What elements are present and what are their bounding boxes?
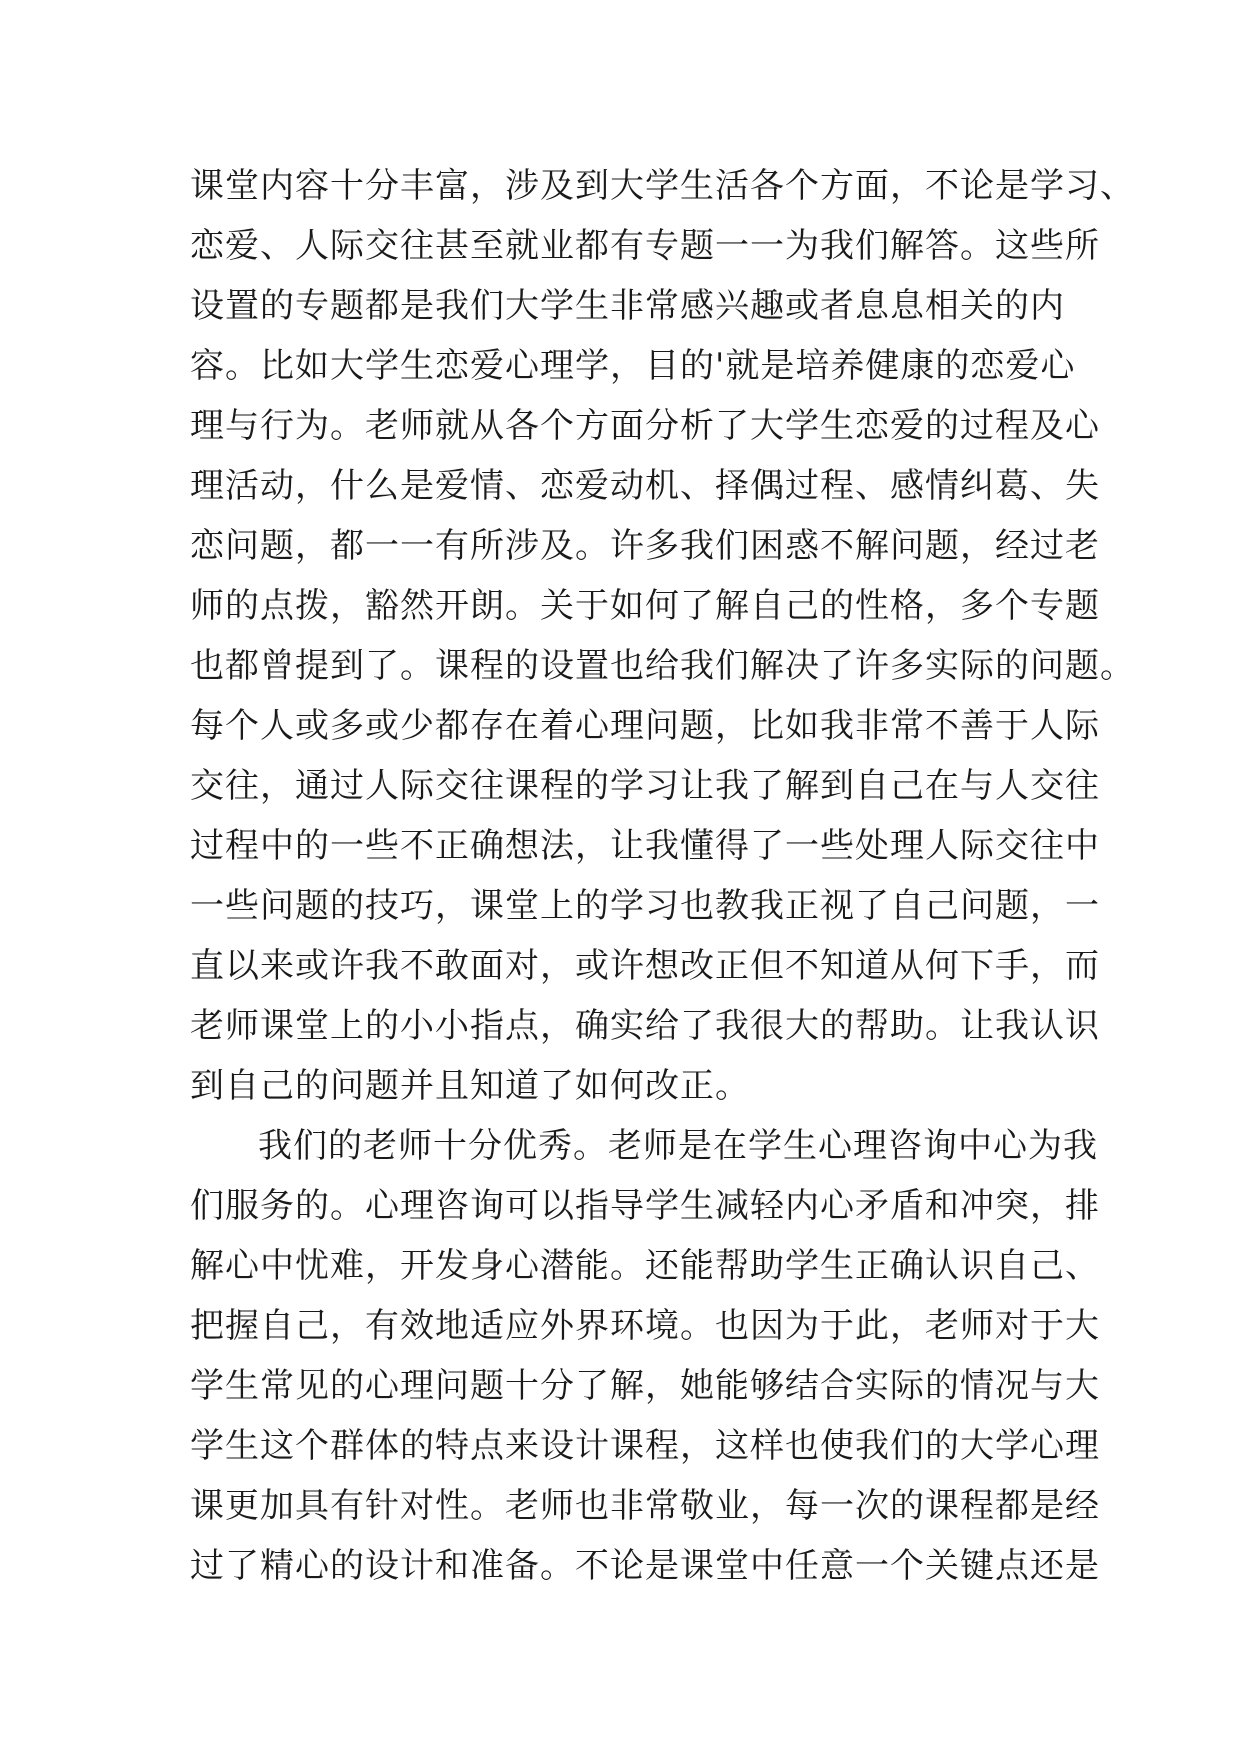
text-line: 容。比如大学生恋爱心理学，目的'就是培养健康的恋爱心 (190, 346, 1076, 386)
text-line: 到自己的问题并且知道了如何改正。 (190, 1066, 750, 1106)
text-line: 师的点拨，豁然开朗。关于如何了解自己的性格，多个专题 (190, 586, 1100, 626)
text-line: 课堂内容十分丰富，涉及到大学生活各个方面，不论是学习、 (190, 166, 1135, 206)
text-line: 理与行为。老师就从各个方面分析了大学生恋爱的过程及心 (190, 406, 1100, 446)
text-line: 一些问题的技巧，课堂上的学习也教我正视了自己问题，一 (190, 886, 1100, 926)
text-line: 过了精心的设计和准备。不论是课堂中任意一个关键点还是 (190, 1546, 1100, 1586)
text-line: 也都曾提到了。课程的设置也给我们解决了许多实际的问题。 (190, 646, 1135, 686)
text-line: 理活动，什么是爱情、恋爱动机、择偶过程、感情纠葛、失 (190, 466, 1100, 506)
paragraph-first-line: 我们的老师十分优秀。老师是在学生心理咨询中心为我 (258, 1126, 1098, 1166)
text-line: 们服务的。心理咨询可以指导学生减轻内心矛盾和冲突，排 (190, 1186, 1100, 1226)
text-line: 直以来或许我不敢面对，或许想改正但不知道从何下手，而 (190, 946, 1100, 986)
text-line: 交往，通过人际交往课程的学习让我了解到自己在与人交往 (190, 766, 1100, 806)
text-line: 学生这个群体的特点来设计课程，这样也使我们的大学心理 (190, 1426, 1100, 1466)
text-line: 把握自己，有效地适应外界环境。也因为于此，老师对于大 (190, 1306, 1100, 1346)
text-line: 设置的专题都是我们大学生非常感兴趣或者息息相关的内 (190, 286, 1065, 326)
text-line: 每个人或多或少都存在着心理问题，比如我非常不善于人际 (190, 706, 1100, 746)
text-line: 恋爱、人际交往甚至就业都有专题一一为我们解答。这些所 (190, 226, 1100, 266)
text-line: 解心中忧难，开发身心潜能。还能帮助学生正确认识自己、 (190, 1246, 1100, 1286)
text-line: 恋问题，都一一有所涉及。许多我们困惑不解问题，经过老 (190, 526, 1100, 566)
text-line: 过程中的一些不正确想法，让我懂得了一些处理人际交往中 (190, 826, 1100, 866)
text-line: 老师课堂上的小小指点，确实给了我很大的帮助。让我认识 (190, 1006, 1100, 1046)
text-line: 课更加具有针对性。老师也非常敬业，每一次的课程都是经 (190, 1486, 1100, 1526)
text-line: 学生常见的心理问题十分了解，她能够结合实际的情况与大 (190, 1366, 1100, 1406)
